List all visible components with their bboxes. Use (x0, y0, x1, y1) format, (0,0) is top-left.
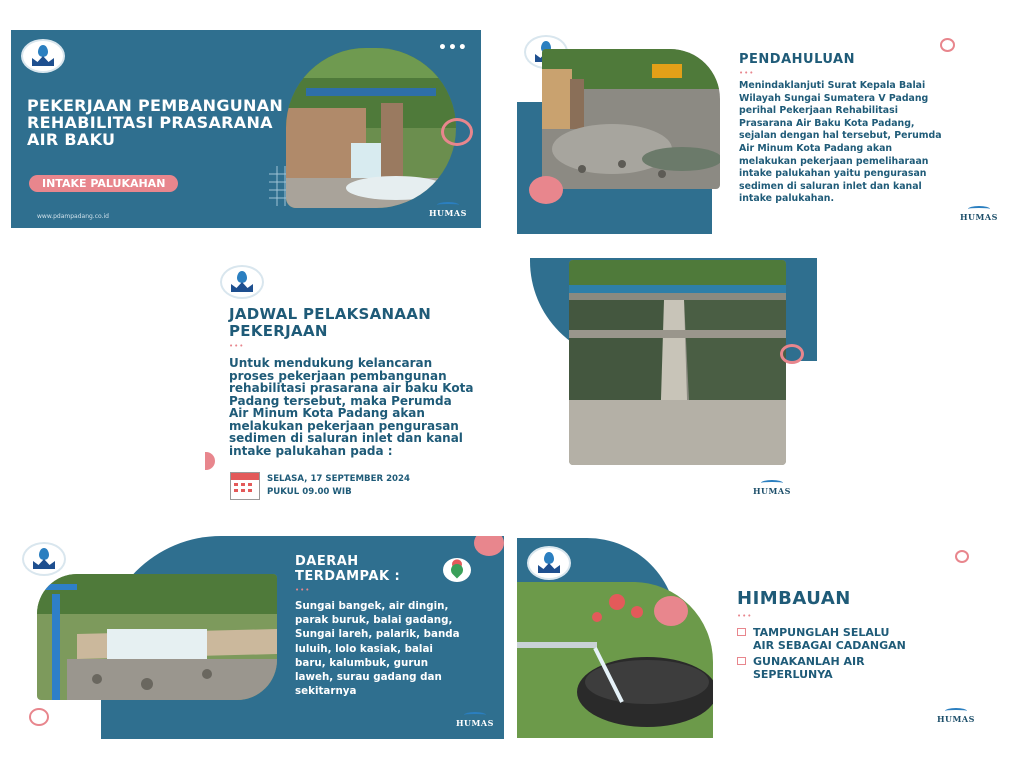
menu-dots: ••• (438, 40, 468, 56)
channel-photo (569, 260, 786, 465)
body-text: Menindaklanjuti Surat Kepala Balai Wilayah Sungai Sumatera V Padang perihal Pekerjaan Rehabilitasi Prasarana Air Baku Kota Padang, sejalan dengan hal tersebut, Perumda Air Minum Kota Padang akan melakukan pekerjaan pemeliharaan intake palukahan yaitu pengurasan sedimen di saluran inlet dan kanal intake palukahan. (739, 80, 942, 205)
decor-ring (780, 344, 804, 364)
humas-logo: HUMAS (429, 202, 467, 218)
schedule-time: PUKUL 09.00 WIB (267, 487, 352, 497)
pdam-logo (21, 39, 65, 73)
pdam-logo (527, 546, 571, 580)
intake-badge: INTAKE PALUKAHAN (29, 175, 178, 192)
humas-logo: HUMAS (753, 480, 791, 496)
decor-dot (529, 176, 563, 204)
section-heading: DAERAH TERDAMPAK : (295, 554, 401, 584)
heading-dots: ••• (295, 586, 311, 594)
section-heading: PENDAHULUAN (739, 52, 855, 67)
pdam-logo (220, 265, 264, 299)
humas-logo: HUMAS (456, 712, 494, 728)
pdam-logo (22, 542, 66, 576)
map-pin-icon (443, 558, 471, 582)
decor-ring (940, 38, 955, 52)
heading-dots: ••• (229, 342, 245, 350)
body-text: Untuk mendukung kelancaran proses pekerjaan pembangunan rehabilitasi prasarana air baku Kota Padang tersebut, maka Perumda Air Minum Kota Padang akan melakukan pekerjaan pengurasan sedimen di saluran inlet dan kanal intake palukahan pada : (229, 356, 474, 458)
appeal-item-1: TAMPUNGLAH SELALU AIR SEBAGAI CADANGAN (753, 626, 906, 652)
cover-title: PEKERJAAN PEMBANGUNAN REHABILITASI PRASARANA AIR BAKU (27, 96, 284, 149)
decor-ring (441, 118, 473, 146)
heading-dots: ••• (739, 69, 755, 77)
decor-dot (205, 452, 215, 470)
checkbox-icon (737, 657, 746, 665)
schedule-date: SELASA, 17 SEPTEMBER 2024 (267, 474, 410, 484)
section-heading: JADWAL PELAKSANAAN PEKERJAAN (229, 305, 432, 340)
humas-logo: HUMAS (937, 708, 975, 724)
slide-cover (11, 30, 481, 228)
humas-logo: HUMAS (960, 206, 998, 222)
weir-photo (37, 574, 277, 700)
checkbox-icon (737, 628, 746, 636)
decor-dot (654, 596, 688, 626)
decor-ring (29, 708, 49, 726)
riverbed-photo (542, 49, 720, 189)
slide-himbauan (517, 538, 987, 738)
dam-photo (286, 48, 456, 208)
decor-ring (955, 550, 969, 563)
slide-jadwal (205, 258, 817, 502)
calendar-icon (230, 472, 260, 500)
section-heading: HIMBAUAN (737, 588, 851, 609)
heading-dots: ••• (737, 612, 753, 620)
slide-pendahuluan (517, 32, 1010, 234)
affected-areas: Sungai bangek, air dingin, parak buruk, balai gadang, Sungai lareh, palarik, banda luluih, lolo kasiak, balai baru, kalumbuk, gurun laweh, surau gadang dan sekitarnya (295, 600, 460, 698)
slide-daerah-terdampak (11, 536, 504, 739)
appeal-item-2: GUNAKANLAH AIR SEPERLUNYA (753, 655, 865, 681)
website-url: www.pdampadang.co.id (37, 213, 109, 220)
